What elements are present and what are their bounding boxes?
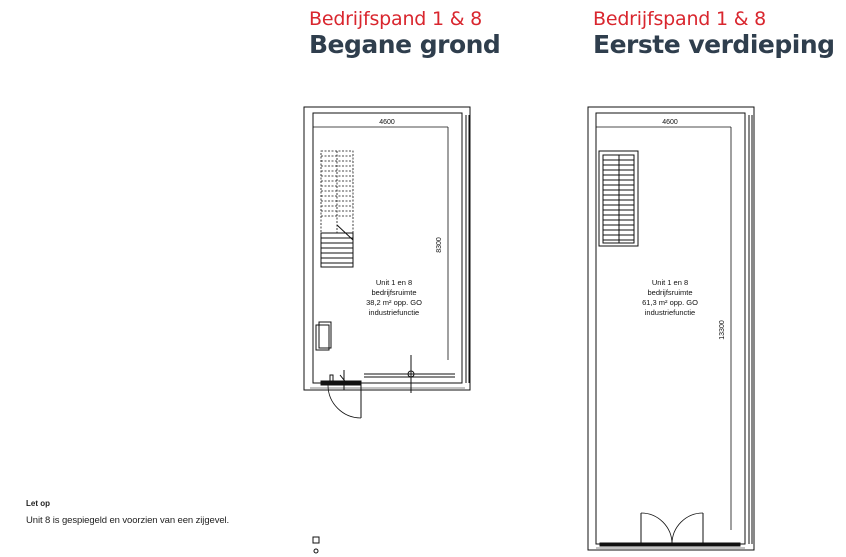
ground-entrance-door <box>321 355 455 418</box>
first-double-doors <box>600 513 740 546</box>
first-room-line4: industriefunctie <box>644 308 696 317</box>
note-text: Unit 8 is gespiegeld en voorzien van een zijgevel. <box>26 515 230 526</box>
first-room-line2: bedrijfsruimte <box>647 288 693 297</box>
ground-room-line1: Unit 1 en 8 <box>375 278 413 287</box>
ground-dim-depth: 8300 <box>436 237 443 253</box>
ground-room-label <box>366 278 422 317</box>
first-floor-subtitle: Bedrijfspand 1 & 8 <box>593 8 767 30</box>
ground-stairs-upper <box>321 151 353 233</box>
ground-room-line4: industriefunctie <box>368 308 420 317</box>
first-outer-wall <box>588 107 754 550</box>
ground-floor-title: Begane grond <box>309 30 501 59</box>
ground-floor-plan <box>304 107 470 418</box>
first-stairs <box>599 151 638 246</box>
marker-square <box>313 537 319 543</box>
ground-fixture <box>316 322 331 350</box>
note-title: Let op <box>26 499 50 508</box>
marker-dot <box>314 549 318 553</box>
ground-dim-width: 4600 <box>379 119 395 126</box>
ground-floor-subtitle: Bedrijfspand 1 & 8 <box>309 8 483 30</box>
plan-markers <box>313 537 319 553</box>
first-room-line1: Unit 1 en 8 <box>651 278 689 287</box>
first-floor-title: Eerste verdieping <box>593 30 835 59</box>
ground-stairs-lower <box>321 225 353 267</box>
first-room-label <box>642 278 698 317</box>
first-room-line3: 61,3 m² opp. GO <box>642 298 698 307</box>
first-floor-plan <box>588 107 754 550</box>
ground-room-line3: 38,2 m² opp. GO <box>366 298 422 307</box>
first-dim-width: 4600 <box>662 119 678 126</box>
ground-room-line2: bedrijfsruimte <box>371 288 417 297</box>
first-dim-depth: 13300 <box>719 320 726 340</box>
